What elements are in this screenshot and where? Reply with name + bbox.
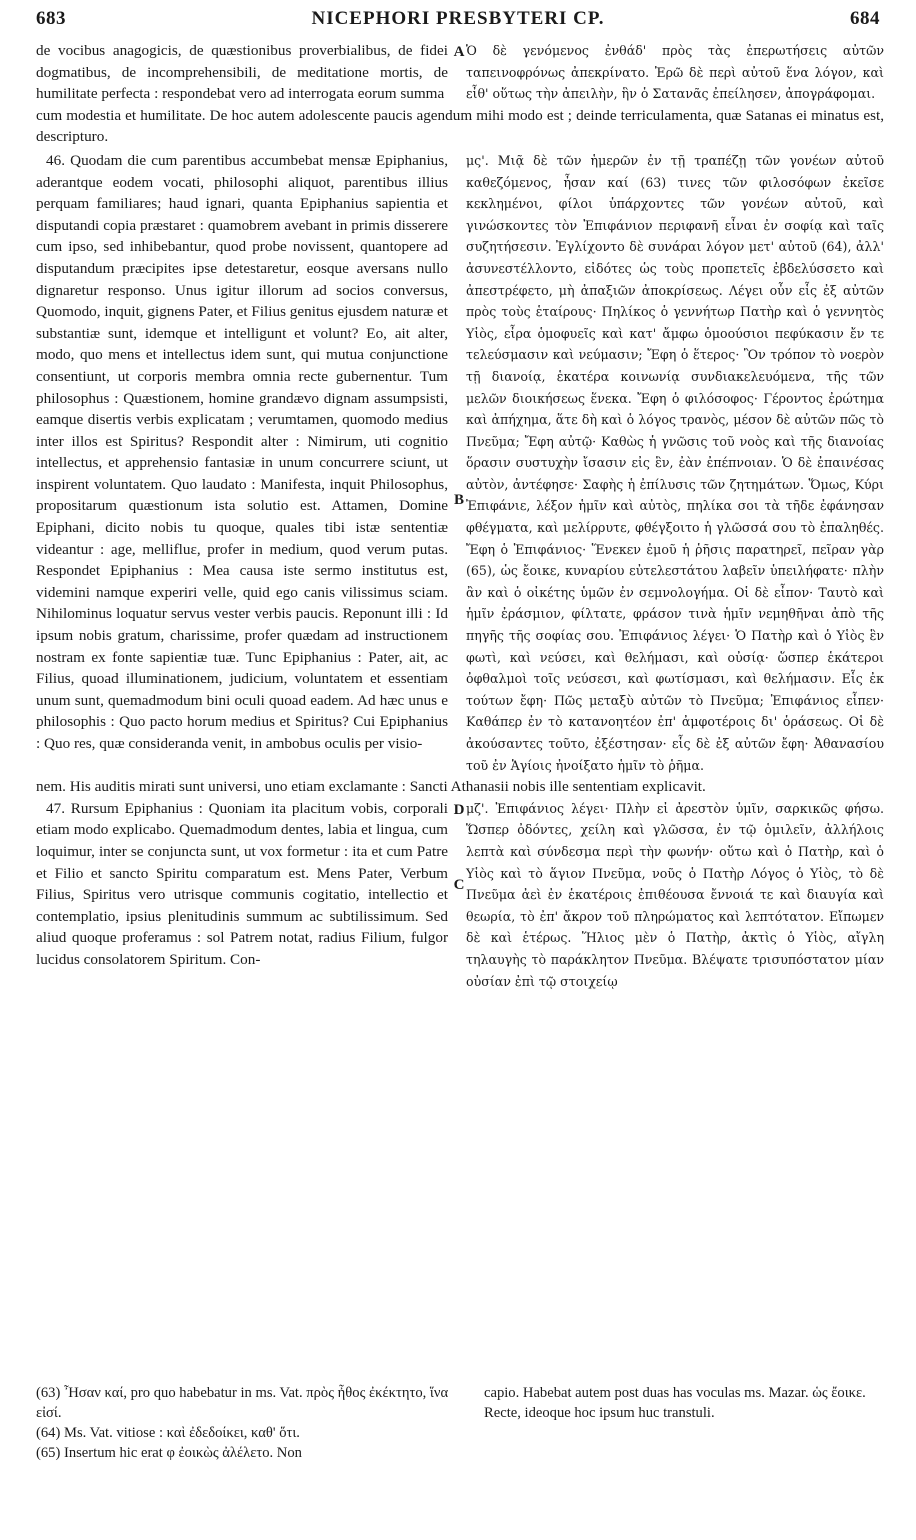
intro-full-width-line: cum modestia et humilitate. De hoc autem adolescente paucis agendum mihi modo est ; deinde terriculamenta, quæ Satanas ei minatus est, descripturo. [36,106,884,146]
footnote-64: (64) Ms. Vat. vitiose : καὶ ἐδεδοίκει, καθ' ὅτι. [36,1425,300,1441]
page-body [36,40,884,992]
greek-column-intro: Ὁ δὲ γενόμενος ἐνθάδ' πρὸς τὰς ἐπερωτήσεις αὐτῶν ταπεινοφρόνως ἀπεκρίνατο. Ἐρῶ δὲ περὶ αὐτοῦ ἕνα λόγον, καὶ εἶθ' οὕτως τὴν ἀπειλὴν, ἣν ὁ Σατανᾶς ἐπείλησεν, ἀπογράφομαι. [466,43,884,102]
footnotes-left [36,1383,456,1463]
latin-column-47: 47. Rursum Epiphanius : Quoniam ita placitum vobis, corporali etiam modo explicabo. Quemadmodum dentes, labia et lingua, cum loquimur, inter se conjuncta sunt, ut vox formetur : ita et cum Patre et Filio et sancto Spiritu comparatum est. Mens Pater, Verbum Filius, Spiritus vero utrisque communis cogitatio, intellectio et contemplatio, ipsius plenitudinis summum ac subtilissimum. Sed aliud quoque proferamus : sol Patrem notat, radius Filium, fulgor lucidus consolatorem Spiritum. Con- [36,799,448,968]
footnote-continuation: capio. Habebat autem post duas has voculas ms. Mazar. ὡς ἔοικε. Recte, ideoque hoc ipsum huc transtuli. [484,1385,866,1421]
running-title: NICEPHORI PRESBYTERI CP. [311,8,605,29]
latin-column-46: 46. Quodam die cum parentibus accumbebat mensæ Epiphanius, aderantque eodem vocati, philosophi aliquot, parentibus illius perquam familiares; haud ignari, quanta Epiphanius sapientia et disputandi copia præstaret : quamobrem avebant in primis disserere cum ipso, sed inhibebantur, quod probe novissent, quantopere ad disputandum præcipites ipse detestaretur, eosque aversans nullo dignaretur responso. Unus igitur illorum ad socios conversus, Quomodo, inquit, gignens Pater, et Filius genitus ejusdem naturæ et substantiæ sunt, idemque et intelligunt et volunt? Eo, ait alter, modo, quo mens et intellectus idem sunt, qui mutua conjunctione consentiunt, ut corporis membra omnia recte gubernentur. Tum philosophus : Quæstionem, homine grandævo dignam assumpsisti, eamque disertis verbis explicatam ; verumtamen, quomodo medius inter illos est Spiritus? Respondit alter : Nimirum, uti cognitio intellectus, et apprehensio fantasiæ in unum concurrere sciunt, ut inspirent voluntatem. Quo laudato : Manifesta, inquit Philosophus, propositarum quæstionum ista solutio est. Attamen, Domine Epiphani, dicito nobis tu quoque, quales tibi istæ sententiæ videantur : age, mellifluε, profer in medium, quod verum putas. Respondet Epiphanius : Mea causa iste sermo institutus est, videmini namque experiri velle, quid ego canis vilissimus sciam. Nihilominus loquatur servus vester verbis paucis. Reponunt illi : Id ipsum nobis gratum, charissime, profer quædam ad instructionem nostram ex fonte sapientiæ tuæ. Tunc Epiphanius : Pater, ait, ac Filius, quoad illuminationem, judicium, voluntatem et essentiam unum sunt, quemadmodum bini oculi quoad eadem. Ad hæc unus e philosophis : Quo pacto horum medius et Spiritus? Cui Epiphanius : Quo res, quæ consideranda venit, in ambobus oculis per visio- [36,151,448,752]
left-page-number: 683 [36,8,66,29]
footnotes [36,1383,884,1463]
footnote-65: (65) Insertum hic erat φ ἐοικὼς ἀλέλετο. Non [36,1445,302,1461]
margin-marker-b: B [453,491,464,508]
section-intro [36,40,884,105]
page-header [36,8,880,34]
section-46-full-width-line: nem. His auditis mirati sunt universi, uno etiam exclamante : Sancti Athanasii nobis ille sententiam explicavit. [36,778,706,796]
footnote-63: (63) Ἦσαν καί, pro quo habebatur in ms. Vat. πρὸς ἦθος ἐκέκτητο, ἵνα εἰσί. [36,1385,449,1421]
right-page-number: 684 [849,8,880,29]
margin-marker-d: D [453,801,465,818]
margin-marker-c: C [453,876,465,893]
greek-column-46: μς'. Μιᾷ δὲ τῶν ἡμερῶν ἐν τῇ τραπέζῃ τῶν γονέων αὐτοῦ καθεζόμενος, ἦσαν καί (63) τινες τῶν φιλοσόφων ἐκεῖσε κεκλημένοι, φίλοι ὑπάρχοντες τῶν γονέων αὐτοῦ, καὶ γινώσκοντες τὸν Ἐπιφάνιον περιφανῆ εἶναι ἐν σοφίᾳ καὶ ταῖς συζητήσεσιν. Ἐγλίχοντο δὲ συνάραι λόγον μετ' αὐτοῦ (64), ἀλλ' ἀσυνεστέλλοντο, εἰδότες ὡς τοὺς προπετεῖς ἐβδελύσσετο καὶ ἀπεστρέφετο, μὴ ἀπαξιῶν ἀποκρίσεως. Λέγει οὖν εἷς ἐξ αὐτῶν πρὸς τοὺς ἑταίρους· Πηλίκος ὁ γεννήτωρ Πατὴρ καὶ ὁ γεννητὸς Υἱὸς, εἶρα ὁμοφυεῖς καὶ κατ' ἄμφω ὁμοούσιοι πεφύκασιν ἔν τε τελεύσμασιν καὶ νεύμασιν; Ἔφη ὁ ἕτερος· Ὃν τρόπον τὸ νοερὸν τῇ διανοίᾳ, ἑκατέρα κοινωνίᾳ συνδιακελευόμενα, τῆς τῶν μελῶν διοικήσεως ἕνεκα. Ἔφη ὁ φιλόσοφος· Γέροντος ἐρώτημα καὶ ἀπήχημα, ἅτε δὴ καὶ ὁ λόγος τρανὸς, μέσον δὲ αὐτῶν πῶς τὸ Πνεῦμα; Ἔφη αὐτῷ· Καθὼς ἡ γνῶσις τοῦ νοὸς καὶ τῆς διανοίας ὅρασιν συστυχὴν ἴσασιν εἰς ἓν, ἐὰν ἐπέπνοιαν. Ὁ δὲ ἐπαινέσας αὐτὸν, ἀντέφησε· Σαφὴς ἡ ἐπίλυσις τῶν ζητημάτων. Ὅμως, Κύρι Ἐπιφάνιε, λέξον ἡμῖν καὶ αὐτὸς, πηλίκα σοι τὰ τῆδε ἐφάνησαν φθέγματα, καὶ μελίρρυτε, φθέγξοιτο ἡ γλῶσσά σου τὸ ἐπαληθές. Ἔφη ὁ Ἐπιφάνιος· Ἕνεκεν ἐμοῦ ἡ ῥῆσις παρατηρεῖ, πεῖραν γὰρ (65), ὡς ἔοικε, κυναρίου εὐτελεστάτου λαβεῖν ὑπειλήφατε· πλὴν ἂν καὶ ὁ οἰκέτης ὑμῶν ἐν σεμνολογήμα. Οἱ δὲ εἶπον· Ταυτὸ καὶ ἡμῖν ἐράσμιον, φίλτατε, φράσον τινὰ ἡμῖν νεμηθῆναι ἀπὸ τῆς πηγῆς τῆς σοφίας σου. Ἐπιφάνιος λέγει· Ὁ Πατὴρ καὶ ὁ Υἱὸς ἓν φωτὶ, καὶ νεύσει, καὶ θελήμασι, καὶ οὐσίᾳ· ὥσπερ ἑκάτεροι ὀφθαλμοὶ τοῖς νεύσεσι, καὶ φωτίσμασι, καὶ θελήμασιν. Εἷς ἐκ τούτων ἔφη· Πῶς μεταξὺ αὐτῶν τὸ Πνεῦμα; Ἐπιφάνιος εἶπεν· Καθάπερ ἐν τὸ κατανοητέον ἐπ' ἀμφοτέροις δι' ὁράσεως. Οἱ δὲ ἀκούσαντες τοῦτο, ἐξέστησαν· εἷς δὲ ἐξ αὐτῶν ἔφη· Ἀθανασίου τοῦ ἐν Ἁγίοις ἠνοίξατο ἡμῖν τὸ ῥῆμα. [466,152,884,773]
greek-column-47: μζ'. Ἐπιφάνιος λέγει· Πλὴν εἰ ἀρεστὸν ὑμῖν, σαρκικῶς φήσω. Ὥσπερ ὀδόντες, χείλη καὶ γλῶσσα, ἐν τῷ ὁμιλεῖν, ἀλλήλοις λεπτὰ καὶ σύνδεσμα περὶ τὴν φωνήν· οὕτω καὶ ὁ Πατὴρ, καὶ ὁ Υἱὸς καὶ τὸ ἅγιον Πνεῦμα, νοῦς ὁ Πατὴρ Λόγος ὁ Υἱὸς, τὸ δὲ Πνεῦμα ἀεὶ ἐν ἑκατέροις ἐπιθέουσα ἔννοιά τε καὶ διαυγία καὶ θεωρία, τὸ ἐπ' ἄκρον τοῦ πληρώματος καὶ λεπτότατον. Εἴπωμεν δὲ καὶ ἑτέρως. Ἥλιος μὲν ὁ Πατὴρ, ἀκτὶς ὁ Υἱὸς, αἴγλη τηλαυγὴς τὸ παράκλητον Πνεῦμα. Βλέψατε τρισυπόστατον μίαν οὐσίαν ἐπὶ τῷ στοιχείῳ [466,800,884,989]
margin-marker-a: A [453,44,465,60]
section-47 [36,798,884,992]
footnotes-right [484,1383,884,1463]
latin-column-intro: de vocibus anagogicis, de quæstionibus proverbialibus, de fidei dogmatibus, de incomprehensibili, de meditatione mortis, de humilitate perfecta : respondebat vero ad interrogata eorum summa [36,42,448,103]
